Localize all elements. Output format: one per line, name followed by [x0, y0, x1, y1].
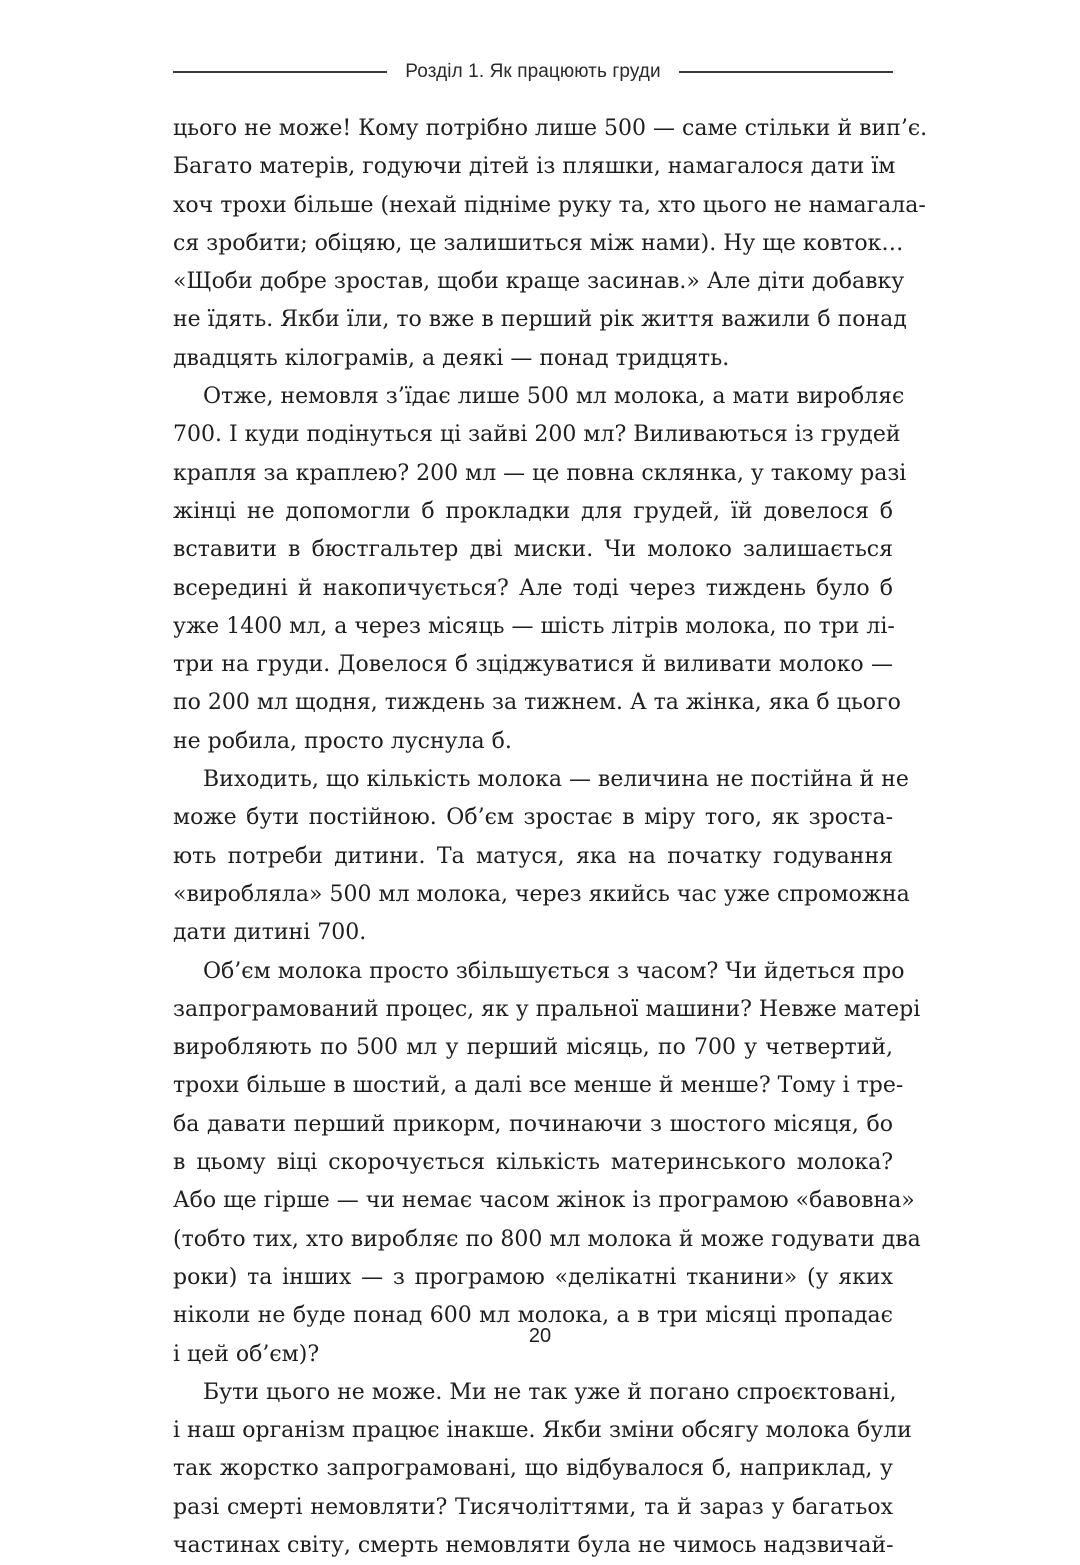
text-line: уже 1400 мл, а через місяць — шість літрів молока, по три лі- — [173, 613, 895, 639]
chapter-title: Розділ 1. Як працюють груди — [405, 61, 661, 82]
text-line: (тобто тих, хто виробляє по 800 мл молока й може годувати два — [173, 1226, 921, 1252]
text-line: може бути постійною. Об’єм зростає в міру того, як зроста- — [173, 805, 893, 831]
text-line: не їдять. Якби їли, то вже в перший рік життя важили б понад — [173, 307, 907, 333]
text-line: Об’єм молока просто збільшується з часом? Чи йдеться про — [203, 958, 905, 984]
text-line: Або ще гірше — чи немає часом жінок із програмою «бавовна» — [173, 1188, 915, 1214]
text-line: ють потреби дитини. Та матуся, яка на початку годування — [173, 843, 893, 869]
text-line: три на груди. Довелося б зціджуватися й виливати молоко — — [173, 652, 893, 678]
text-line: «виробляла» 500 мл молока, через якийсь час уже спроможна — [173, 881, 910, 907]
header-rule-left — [173, 71, 387, 73]
text-line: дати дитині 700. — [173, 920, 367, 946]
text-line: ніколи не буде понад 600 мл молока, а в три місяці пропадає — [173, 1303, 893, 1329]
text-line: по 200 мл щодня, тиждень за тижнем. А та жінка, яка б цього — [173, 690, 901, 716]
text-line: ба давати перший прикорм, починаючи з шостого місяця, бо — [173, 1111, 893, 1137]
text-line: і цей об’єм)? — [173, 1341, 320, 1367]
text-line: так жорстко запрограмовані, що відбувалося б, наприклад, у — [173, 1456, 893, 1482]
text-line: крапля за краплею? 200 мл — це повна склянка, у такому разі — [173, 460, 907, 486]
text-line: вставити в бюстгальтер дві миски. Чи молоко залишається — [173, 537, 893, 563]
text-line: жінці не допомогли б прокладки для грудей, їй довелося б — [173, 498, 893, 524]
text-line: ся зробити; обіцяю, це залишиться між нами). Ну ще ковток… — [173, 230, 904, 256]
text-line: Отже, немовля з’їдає лише 500 мл молока, а мати виробляє — [203, 384, 905, 410]
text-line: Багато матерів, годуючи дітей із пляшки, намагалося дати їм — [173, 154, 896, 180]
page-number: 20 — [528, 1325, 552, 1347]
text-line: запрограмований процес, як у пральної машини? Невже матері — [173, 996, 921, 1022]
text-line: роки) та інших — з програмою «делікатні тканини» (у яких — [173, 1264, 893, 1290]
text-line: хоч трохи більше (нехай підніме руку та, хто цього не намагала- — [173, 192, 926, 218]
text-line: 700. І куди подінуться ці зайві 200 мл? Виливаються із грудей — [173, 422, 901, 448]
text-line: цього не може! Кому потрібно лише 500 — саме стільки й вип’є. — [173, 116, 928, 141]
running-header — [173, 52, 893, 92]
text-line: всередині й накопичується? Але тоді через тиждень було б — [173, 575, 893, 601]
text-line: виробляють по 500 мл у перший місяць, по 700 у четвертий, — [173, 1035, 893, 1061]
text-line: Бути цього не може. Ми не так уже й погано спроєктовані, — [203, 1379, 897, 1405]
text-line: не робила, просто луснула б. — [173, 728, 512, 754]
text-line: «Щоби добре зростав, щоби краще засинав.» Але діти добавку — [173, 269, 905, 295]
text-line: Виходить, що кількість молока — величина не постійна й не — [203, 767, 909, 793]
text-line: трохи більше в шостий, а далі все менше й менше? Тому і тре- — [173, 1073, 904, 1099]
text-line: двадцять кілограмів, а деякі — понад тридцять. — [173, 345, 730, 371]
text-line: в цьому віці скорочується кількість материнського молока? — [173, 1150, 893, 1176]
text-line: разі смерті немовляти? Тисячоліттями, та й зараз у багатьох — [173, 1494, 893, 1520]
text-line: і наш організм працює інакше. Якби зміни обсягу молока були — [173, 1418, 912, 1444]
text-line: частинах світу, смерть немовляти була не чимось надзвичай- — [173, 1532, 894, 1558]
header-rule-right — [679, 71, 893, 73]
